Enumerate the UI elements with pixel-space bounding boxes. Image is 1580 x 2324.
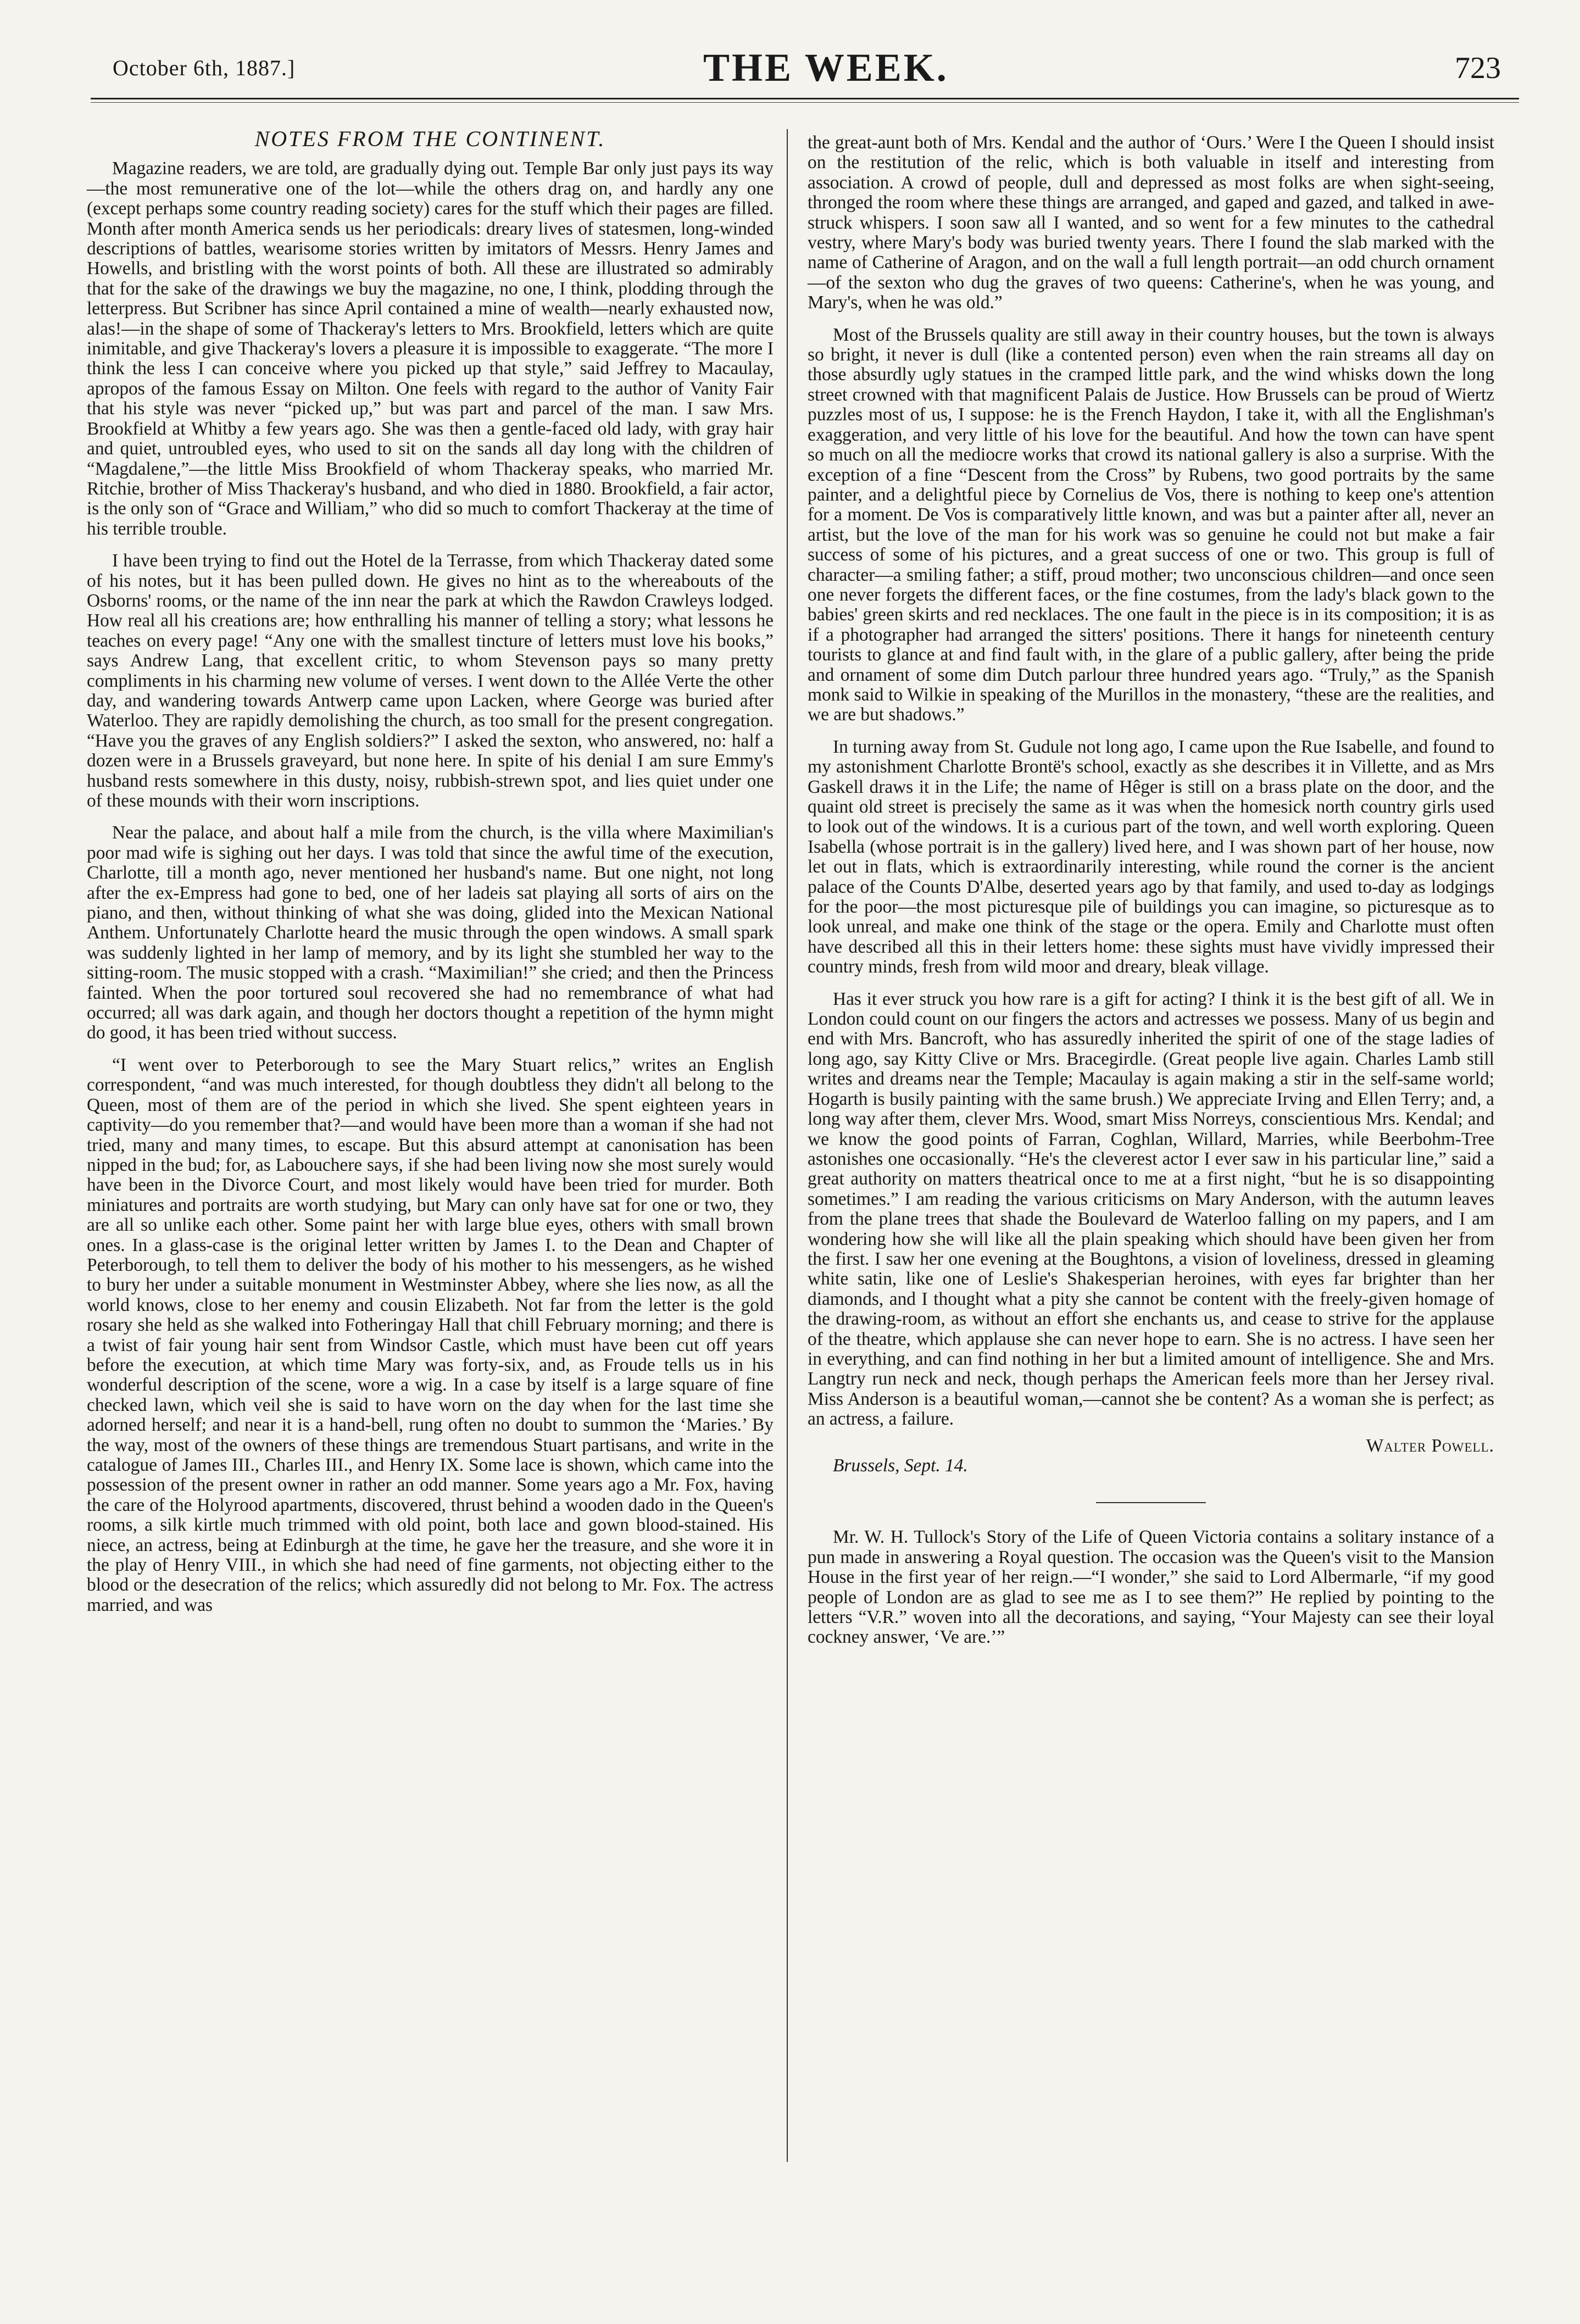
article-signoff bbox=[808, 1436, 1494, 1476]
issue-date: October 6th, 1887.] bbox=[113, 55, 296, 80]
article-paragraph: In turning away from St. Gudule not long ago, I came upon the Rue Isabelle, and found to my astonishment Charlotte Brontë's school, exactly as she describes it in Villette, and as Mrs Gaskell draws it in the Life; the name of Hêger is still on a brass plate on the door, and the quaint old street is precisely the same as it was when the homesick north country girls used to look out of the windows. It is a curious part of the town, and well worth exploring. Queen Isabella (whose portrait is in the gallery) lived here, and I was shown part of her house, now let out in flats, which is extraordinarily interesting, while round the corner is the ancient palace of the Counts D'Albe, deserted years ago by that family, and used to-day as lodgings for the poor—the most picturesque pile of buildings you can imagine, so picturesque as to look unreal, and make one think of the stage or the opera. Emily and Charlotte must often have described all this in their letters home: these sights must have vividly impressed their country minds, fresh from wild moor and dreary, bleak village. bbox=[808, 736, 1494, 977]
article-paragraph: Most of the Brussels quality are still away in their country houses, but the town is always so bright, it never is dull (like a contented person) even when the rain streams all day on those absurdly ugly statues in the cramped little park, and the wind whisks down the long street crowned with that magnificent Palais de Justice. How Brussels can be proud of Wiertz puzzles most of us, I suppose: he is the French Haydon, I take it, with all the Englishman's exaggeration, and very little of his love for the beautiful. And how the town can have spent so much on all the mediocre works that crowd its national gallery is also a surprise. With the exception of a fine “Descent from the Cross” by Rubens, two good portraits by the same painter, and a delightful piece by Cornelius de Vos, there is nothing to keep one's attention for a moment. De Vos is comparatively little known, and was but a painter after all, never an artist, but the love of the man for his work was so genuine he could not but make a fair success of some of his pictures, and a great success of one or two. This group is full of character—a smiling father; a stiff, proud mother; two unconscious children—and once seen one never forgets the different faces, or the fine costumes, from the lady's black gown to the babies' green skirts and red necklaces. The one fault in the piece is in its composition; it is as if a photographer had arranged the sitters' positions. There it hangs for nineteenth century tourists to glance at and find fault with, in the glare of a public gallery, after being the pride and ornament of some dim Dutch parlour three hundred years ago. “Truly,” as the Spanish monk said to Wilkie in speaking of the Murillos in the monastery, “these are the realities, and we are but shadows.” bbox=[808, 324, 1494, 725]
article-paragraph: “I went over to Peterborough to see the Mary Stuart relics,” writes an English correspondent, “and was much interested, for though doubtless they didn't all belong to the Queen, most of them are of the period in which she lived. She spent eighteen years in captivity—do you remember that?—and would have been more than a woman if she had not tried, many and many times, to escape. But this absurd attempt at canonisation has been nipped in the bud; for, as Labouchere says, if she had been living now she most surely would have been in the Divorce Court, and most likely would have been tried for murder. Both miniatures and portraits are worth studying, but Mary can only have sat for one or two, they are all so unlike each other. Some paint her with large blue eyes, others with small brown ones. In a glass-case is the original letter written by James I. to the Dean and Chapter of Peterborough, to tell them to deliver the body of his mother to his messengers, as he wished to bury her under a suitable monument in Westminster Abbey, where she lies now, as all the world knows, close to her enemy and cousin Elizabeth. Not far from the letter is the gold rosary she held as she walked into Fotheringay Hall that chill February morning; and there is a twist of fair young hair sent from Windsor Castle, which must have been cut off years before the execution, at which time Mary was forty-six, and, as Froude tells us in his wonderful description of the scene, wore a wig. In a case by itself is a large square of fine checked lawn, which veil she is said to have worn on the day when for the last time she adorned herself; and near it is a hand-bell, rung often no doubt to summon the ‘Maries.’ By the way, most of the owners of these things are tremendous Stuart partisans, and write in the catalogue of James III., Charles III., and Henry IX. Some lace is shown, which came into the possession of the present owner in rather an odd manner. Some years ago a Mr. Fox, having the care of the Holyrood apartments, discovered, thrust behind a wooden dado in the Queen's rooms, a silk kirtle much trimmed with old point, both lace and gown blood-stained. His niece, an actress, being at Edinburgh at the time, he gave her the treasure, and she wore it in the play of Henry VIII., in which she had need of fine garments, not objecting either to the blood or the desecration of the relics; which assuredly did not belong to Mr. Fox. The actress married, and was bbox=[87, 1054, 774, 1615]
author-signature: Walter Powell. bbox=[1366, 1436, 1494, 1456]
column-divider bbox=[787, 129, 788, 2162]
right-column bbox=[808, 133, 1494, 1660]
article-paragraph: Magazine readers, we are told, are gradually dying out. Temple Bar only just pays its way—the most remunerative one of the lot—while the others drag on, and hardly any one (except perhaps some country reading society) cares for the stuff which their pages are filled. Month after month America sends us her periodicals: dreary lives of statesmen, long-winded descriptions of battles, wearisome stories written by imitators of Messrs. Henry James and Howells, and bristling with the worst points of both. All these are illustrated so admirably that for the sake of the drawings we buy the magazine, no one, I think, plodding through the letterpress. But Scribner has since April contained a mine of wealth—nearly exhausted now, alas!—in the shape of some of Thackeray's letters to Mrs. Brookfield, letters which are quite inimitable, and give Thackeray's lovers a pleasure it is impossible to exaggerate. “The more I think the less I can conceive where you picked up that style,” said Jeffrey to Macaulay, apropos of the famous Essay on Milton. One feels with regard to the author of Vanity Fair that his style was never “picked up,” but was part and parcel of the man. I saw Mrs. Brookfield at Whitby a few years ago. She was then a gentle-faced old lady, with gray hair and quiet, untroubled eyes, who used to sit on the sands all day long with the children of “Magdalene,”—the little Miss Brookfield of whom Thackeray speaks, who married Mr. Ritchie, brother of Miss Thackeray's husband, and who died in 1880. Brookfield, a fair actor, is the only son of “Grace and William,” who did so much to comfort Thackeray at the time of his terrible trouble. bbox=[87, 158, 774, 539]
article-heading: NOTES FROM THE CONTINENT. bbox=[254, 126, 606, 151]
dateline: Brussels, Sept. 14. bbox=[833, 1455, 968, 1476]
masthead-rule-thin bbox=[91, 102, 1519, 103]
left-column bbox=[87, 126, 774, 1627]
article-paragraph: I have been trying to find out the Hotel de la Terrasse, from which Thackeray dated some of his notes, but it has been pulled down. He gives no hint as to the whereabouts of the Osborns' rooms, or the name of the inn near the park at which the Rawdon Crawleys lodged. How real all his creations are; how enthralling his manner of telling a story; what lessons he teaches on every page! “Any one with the smallest tincture of letters must love his books,” says Andrew Lang, that excellent critic, to whom Stevenson pays so many pretty compliments in his charming new volume of verses. I went down to the Allée Verte the other day, and wandering towards Antwerp came upon Lacken, where George was buried after Waterloo. They are rapidly demolishing the church, as too small for the present congregation. “Have you the graves of any English soldiers?” I asked the sexton, who answered, no: half a dozen were in a Brussels graveyard, but none here. In spite of his denial I am sure Emmy's husband rests somewhere in this dusty, noisy, rubbish-strewn spot, and lies quiet under one of these mounds with their worn inscriptions. bbox=[87, 551, 774, 811]
article-paragraph: Has it ever struck you how rare is a gift for acting? I think it is the best gift of all. We in London could count on our fingers the actors and actresses we possess. Many of us begin and end with Mrs. Bancroft, who has assuredly inherited the spirit of one of the stage ladies of long ago, say Kitty Clive or Mrs. Bracegirdle. (Great people live again. Charles Lamb still writes and dreams near the Temple; Macaulay is again making a stir in the self-same world; Hogarth is busily painting with the same brush.) We appreciate Irving and Ellen Terry; and, a long way after them, clever Mrs. Wood, smart Miss Norreys, conscientious Mrs. Kendal; and we know the good points of Farran, Coghlan, Willard, Marries, while Beerbohm-Tree astonishes one occasionally. “He's the cleverest actor I ever saw in his particular line,” said a great authority on matters theatrical once to me at a first night, “but he is so disappointing sometimes.” I am reading the various criticisms on Mary Anderson, with the autumn leaves from the plane trees that shade the Boulevard de Waterloo falling on my papers, and I am wondering how she will like all the plain speaking which should have been given her from the first. I saw her one evening at the Boughtons, a vision of loveliness, dressed in gleaming white satin, like one of Leslie's Shakesperian heroines, with eyes far brighter than her diamonds, and I thought what a pity she cannot be content with the freely-given homage of the drawing-room, as without an effort she enchants us, and cease to strive for the applause of the theatre, which applause she can never hope to earn. She is no actress. I have seen her in everything, and can find nothing in her but a limited amount of intelligence. She and Mrs. Langtry run neck and neck, though perhaps the American feels more than her Jersey rival. Miss Anderson is a beautiful woman,—cannot she be content? As a woman she is perfect; as an actress, a failure. bbox=[808, 988, 1494, 1430]
article-paragraph: the great-aunt both of Mrs. Kendal and the author of ‘Ours.’ Were I the Queen I should insist on the restitution of the relic, which is both valuable in itself and interesting from association. A crowd of people, dull and depressed as most folks are when sight-seeing, thronged the room where these things are arranged, and gaped and gazed, and talked in awe-struck whispers. I soon saw all I wanted, and so went for a few minutes to the cathedral vestry, where Mary's body was buried twenty years. There I found the slab marked with the name of Catherine of Aragon, and on the wall a full length portrait—an odd church ornament—of the sexton who dug the graves of two queens: Catherine's, when he was young, and Mary's, when he was old.” bbox=[808, 132, 1494, 313]
section-divider bbox=[1096, 1502, 1206, 1503]
newspaper-title: THE WEEK. bbox=[703, 46, 949, 90]
article-paragraph: Near the palace, and about half a mile from the church, is the villa where Maximilian's poor mad wife is sighing out her days. I was told that since the awful time of the execution, Charlotte, till a month ago, never mentioned her husband's name. But one night, not long after the ex-Empress had gone to bed, one of her ladeis sat playing all sorts of airs on the piano, and then, without thinking of what she was doing, glided into the Mexican National Anthem. Unfortunately Charlotte heard the music through the open windows. A small spark was suddenly lighted in her lamp of memory, and by its light she stumbled her way to the sitting-room. The music stopped with a crash. “Maximilian!” she cried; and then the Princess fainted. When the poor tortured soul recovered she had no remembrance of what had occurred; all was dark again, and though her doctors thought a repetition of the hymn might do good, it has been tried without success. bbox=[87, 822, 774, 1043]
masthead bbox=[0, 0, 1580, 93]
masthead-rule bbox=[91, 98, 1519, 99]
page-number: 723 bbox=[1455, 51, 1501, 85]
note-paragraph: Mr. W. H. Tullock's Story of the Life of Queen Victoria contains a solitary instance of a pun made in answering a Royal question. The occasion was the Queen's visit to the Mansion House in the first year of her reign.—“I wonder,” she said to Lord Albermarle, “if my good people of London are as glad to see me as I to see them?” He replied by pointing to the letters “V.R.” woven into all the decorations, and saying, “Your Majesty can see their loyal cockney answer, ‘Ve are.’” bbox=[808, 1527, 1494, 1648]
